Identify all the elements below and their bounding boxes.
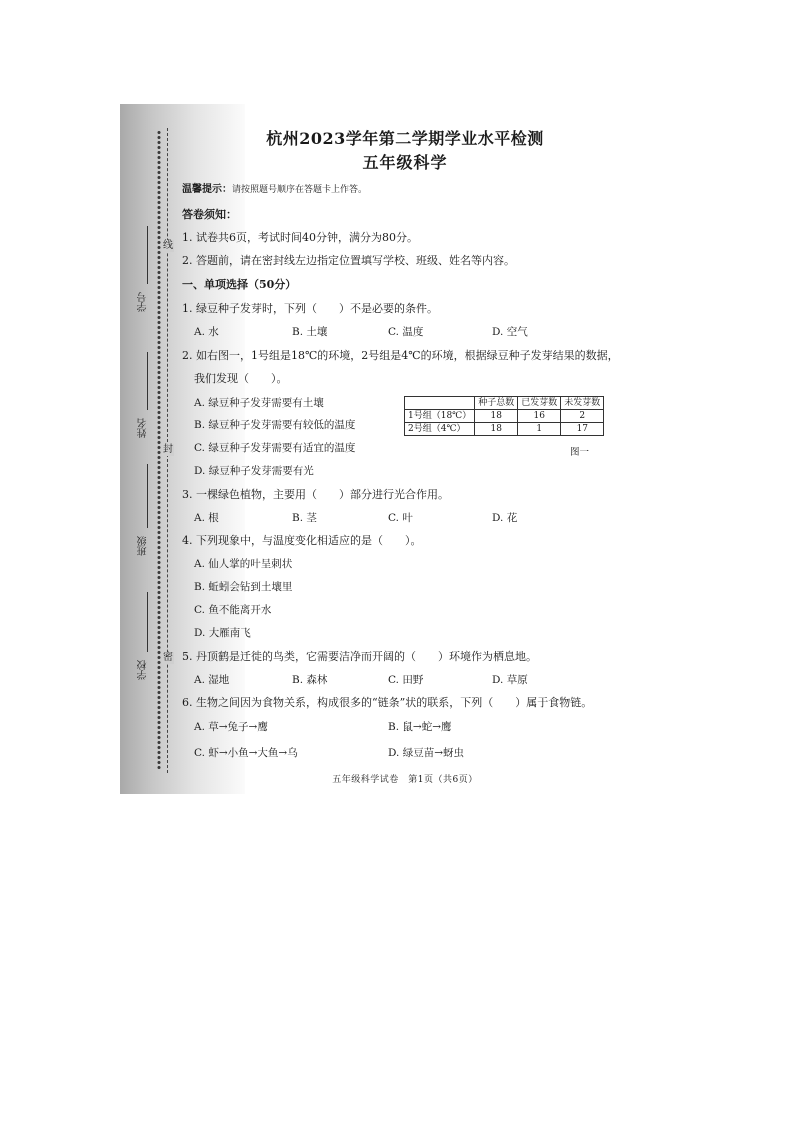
class-line [147, 464, 148, 528]
question-5-option-b[interactable]: B. 森林 [292, 674, 328, 686]
exam-subject: 五年级科学 [362, 153, 448, 172]
question-4-stem: 4. 下列现象中，与温度变化相适应的是（ ）。 [182, 534, 422, 547]
table-cell: 1号组（18℃） [405, 410, 475, 423]
question-2-stem-cont: 我们发现（ ）。 [194, 372, 288, 385]
question-6-option-c[interactable]: C. 虾→小鱼→大鱼→乌 [194, 747, 298, 759]
student-name-line [147, 352, 148, 410]
question-6-option-a[interactable]: A. 草→兔子→鹰 [194, 721, 268, 733]
section-heading: 一、单项选择（50分） [182, 278, 297, 291]
question-6-stem: 6. 生物之间因为食物关系，构成很多的“链条”状的联系，下列（ ）属于食物链。 [182, 696, 593, 709]
question-3-option-c[interactable]: C. 叶 [388, 512, 413, 524]
student-id-line [147, 226, 148, 284]
student-name-label: 姓名 [138, 418, 149, 438]
notice-item-2: 2. 答题前，请在密封线左边指定位置填写学校、班级、姓名等内容。 [182, 254, 515, 267]
notice-heading: 答卷须知： [182, 208, 237, 221]
question-3-option-d[interactable]: D. 花 [492, 512, 518, 524]
question-6-option-d[interactable]: D. 绿豆苗→蚜虫 [388, 747, 465, 759]
question-1-option-d[interactable]: D. 空气 [492, 326, 528, 338]
question-2-option-d[interactable]: D. 绿豆种子发芽需要有光 [194, 465, 314, 477]
student-id-field[interactable] [134, 226, 154, 326]
seal-char-xian: 线 [163, 240, 173, 251]
question-4-option-a[interactable]: A. 仙人掌的叶呈刺状 [194, 558, 293, 570]
school-field[interactable] [134, 592, 154, 702]
question-5-option-d[interactable]: D. 草原 [492, 674, 528, 686]
question-3-stem: 3. 一棵绿色植物，主要用（ ）部分进行光合作用。 [182, 488, 449, 501]
question-5-option-a[interactable]: A. 湿地 [194, 674, 230, 686]
question-4-option-b[interactable]: B. 蚯蚓会钻到土壤里 [194, 581, 293, 593]
class-label: 班级 [138, 536, 149, 556]
question-2-stem: 2. 如右图一，1号组是18℃的环境，2号组是4℃的环境，根据绿豆种子发芽结果的数据， [182, 349, 619, 362]
tip-text: 请按照题号顺序在答题卡上作答。 [232, 185, 368, 195]
table-header-cell: 未发芽数 [561, 397, 604, 410]
table-cell: 18 [475, 410, 518, 423]
table-header-row [405, 397, 604, 410]
figure-caption: 图一 [570, 447, 590, 458]
question-2-option-c[interactable]: C. 绿豆种子发芽需要有适宜的温度 [194, 442, 356, 454]
tip-label: 温馨提示： [182, 184, 232, 195]
question-6-option-b[interactable]: B. 鼠→蛇→鹰 [388, 721, 452, 733]
notice-item-1: 1. 试卷共6页，考试时间40分钟，满分为80分。 [182, 231, 418, 244]
question-3-option-a[interactable]: A. 根 [194, 512, 219, 524]
class-field[interactable] [134, 464, 154, 564]
table-cell: 17 [561, 423, 604, 436]
question-2-option-a[interactable]: A. 绿豆种子发芽需要有土壤 [194, 397, 324, 409]
school-label: 学校 [138, 660, 149, 680]
table-header-cell: 种子总数 [475, 397, 518, 410]
table-row [405, 410, 604, 423]
table-cell: 2号组（4℃） [405, 423, 475, 436]
question-5-option-c[interactable]: C. 田野 [388, 674, 424, 686]
table-row [405, 423, 604, 436]
exam-title: 杭州2023学年第二学期学业水平检测 [266, 129, 544, 148]
seal-char-feng: 封 [163, 444, 173, 455]
exam-page [120, 104, 632, 794]
binding-dot-line [157, 130, 161, 770]
seal-char-mi: 密 [163, 652, 173, 663]
student-name-field[interactable] [134, 352, 154, 452]
table-cell: 2 [561, 410, 604, 423]
question-1-option-c[interactable]: C. 温度 [388, 326, 424, 338]
question-1-stem: 1. 绿豆种子发芽时，下列（ ）不是必要的条件。 [182, 302, 438, 315]
question-5-stem: 5. 丹顶鹤是迁徙的鸟类，它需要洁净而开阔的（ ）环境作为栖息地。 [182, 650, 537, 663]
exam-content [182, 104, 628, 794]
student-id-label: 学号 [138, 292, 149, 312]
table-cell: 16 [518, 410, 561, 423]
table-header-cell: 已发芽数 [518, 397, 561, 410]
table-cell: 18 [475, 423, 518, 436]
germination-data-table [404, 396, 604, 436]
school-line [147, 592, 148, 652]
question-1-option-a[interactable]: A. 水 [194, 326, 219, 338]
page-footer: 五年级科学试卷 第1页（共6页） [332, 775, 478, 785]
question-1-option-b[interactable]: B. 土壤 [292, 326, 328, 338]
table-header-cell [405, 397, 475, 410]
question-4-option-d[interactable]: D. 大雁南飞 [194, 627, 251, 639]
question-4-option-c[interactable]: C. 鱼不能离开水 [194, 604, 272, 616]
table-cell: 1 [518, 423, 561, 436]
tip-line [182, 182, 367, 197]
question-2-option-b[interactable]: B. 绿豆种子发芽需要有较低的温度 [194, 419, 356, 431]
question-3-option-b[interactable]: B. 茎 [292, 512, 317, 524]
